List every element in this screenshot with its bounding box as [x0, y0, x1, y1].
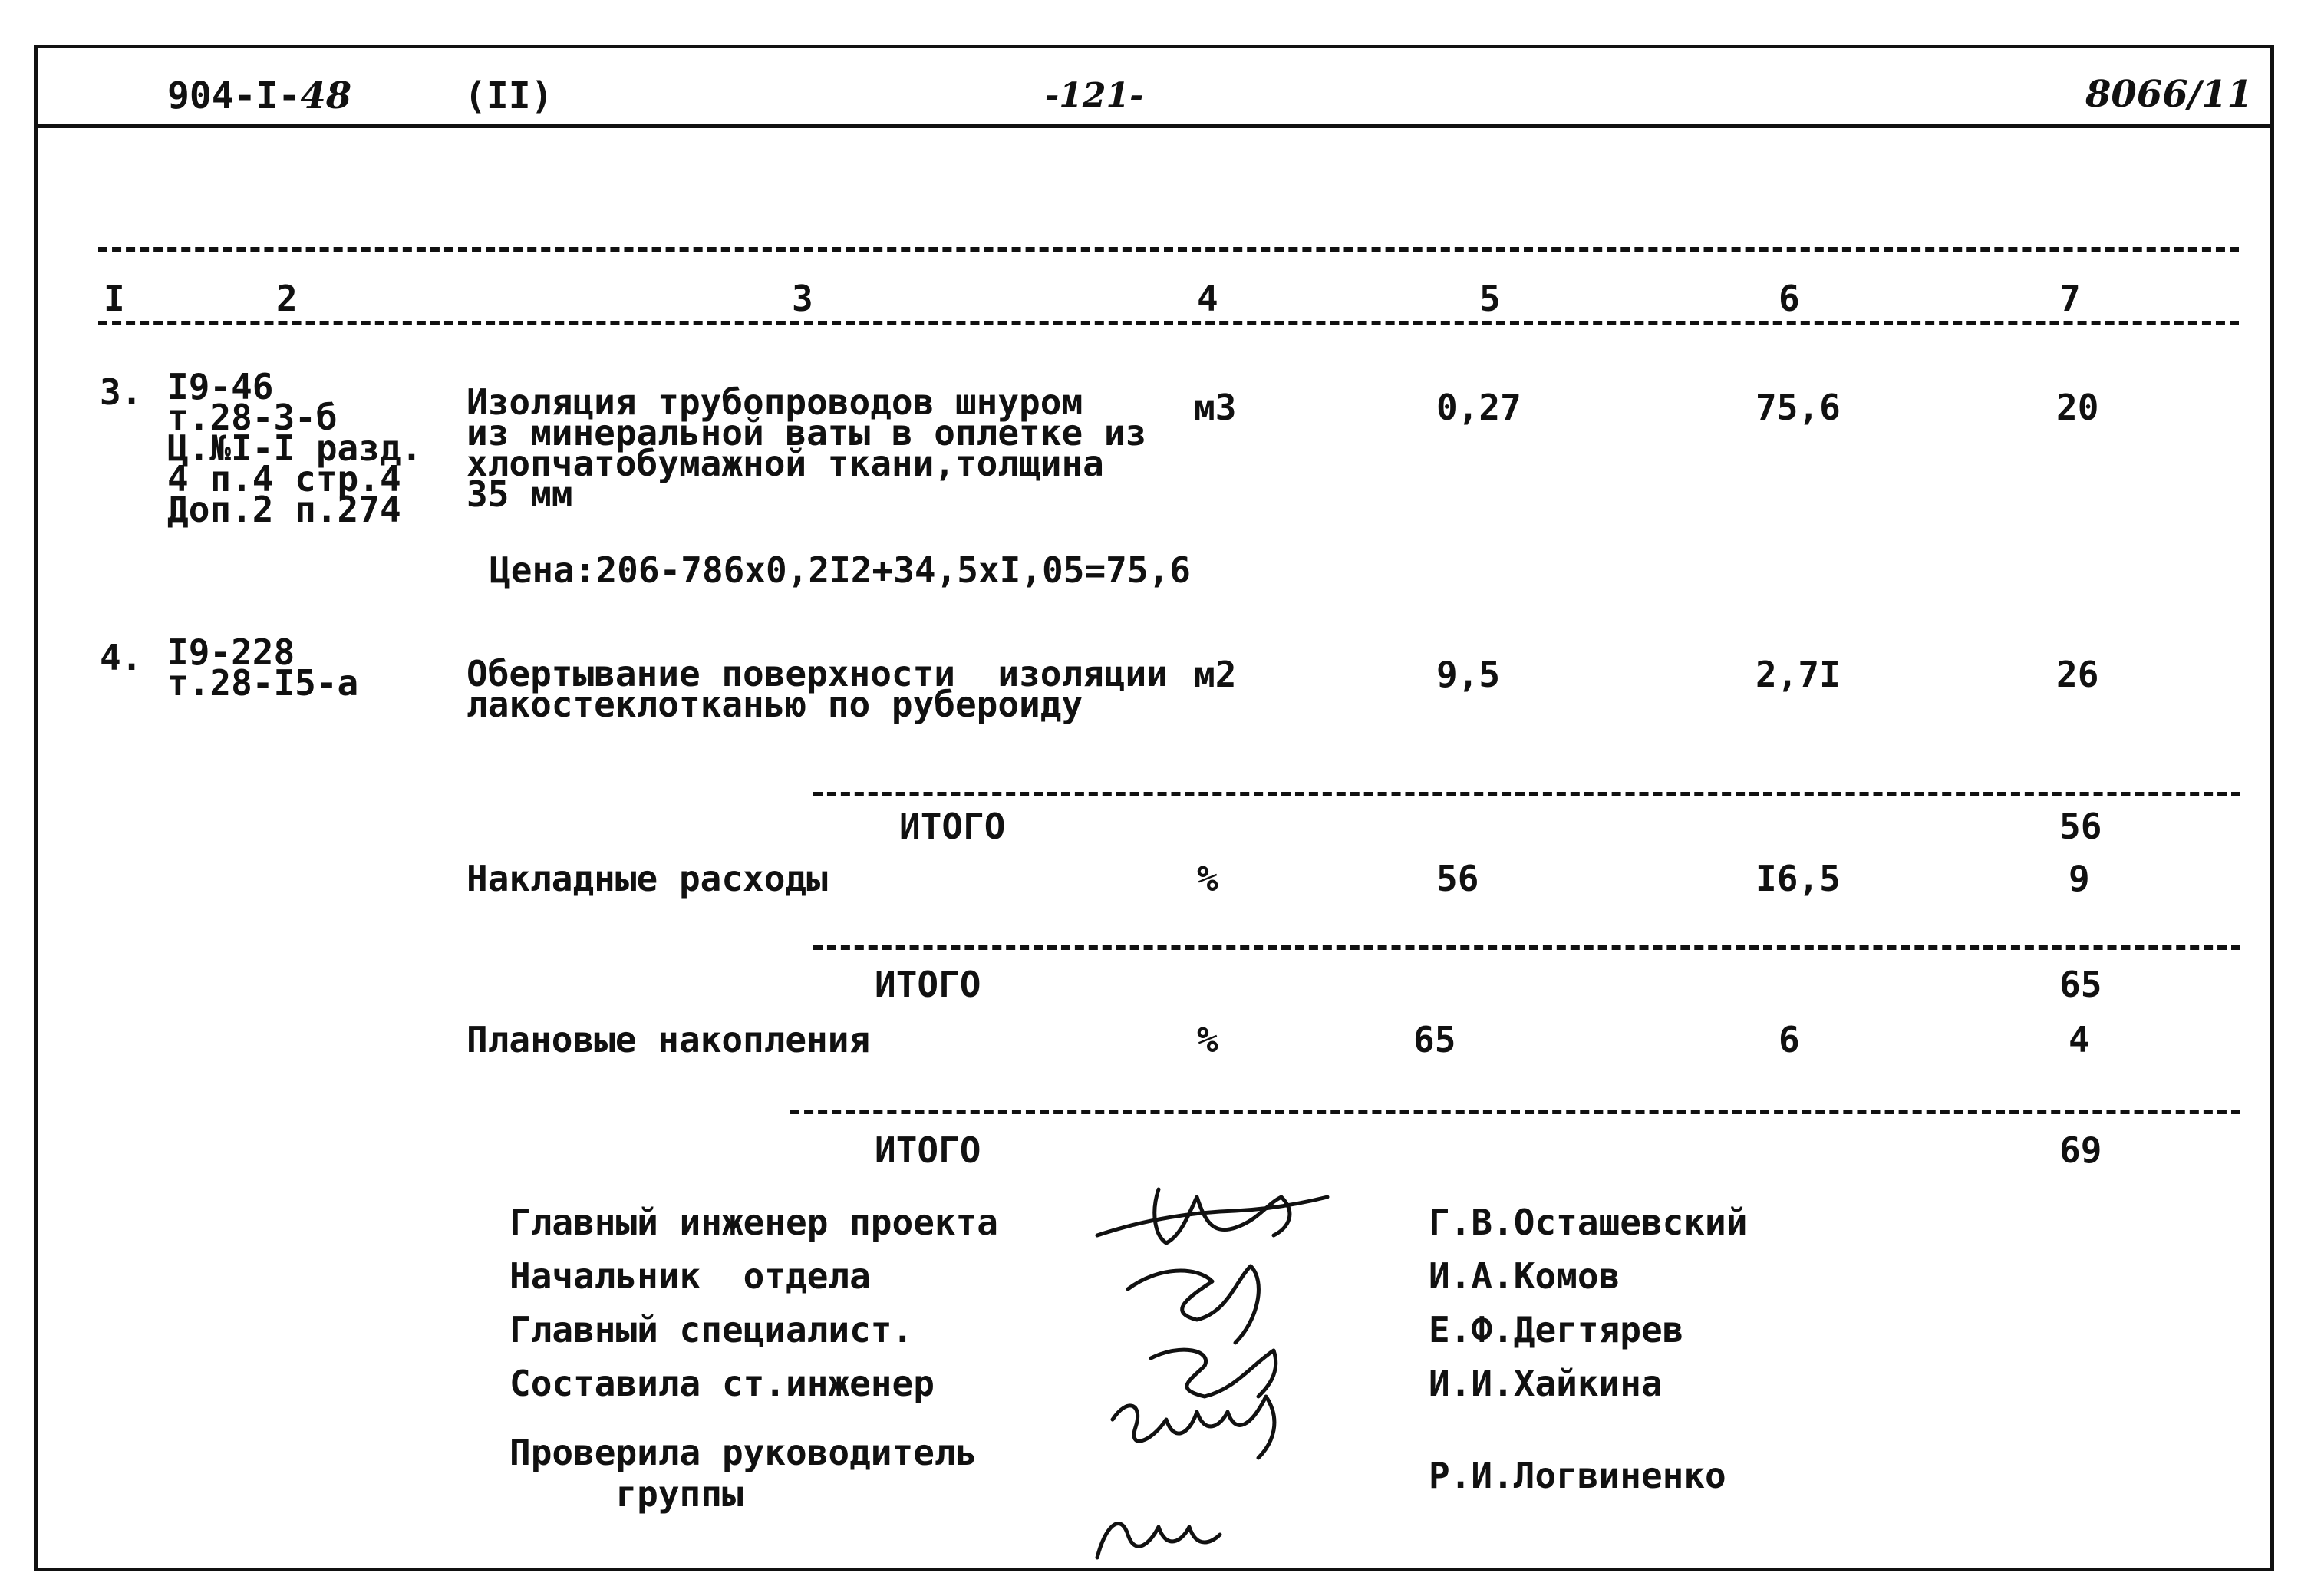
row-code: I9-228 т.28-I5-а — [167, 631, 359, 704]
column-6-header: 6 — [1779, 278, 1800, 319]
row-number: 3. — [100, 371, 143, 413]
row-description: Обертывание поверхности изоляции лакостеклотканью по рубероиду — [466, 653, 1168, 725]
row-price: 75,6 — [1756, 387, 1841, 428]
signature-role: Проверила руководитель группы — [509, 1432, 977, 1515]
row-quantity: 0,27 — [1436, 387, 1521, 428]
overhead-base: 56 — [1436, 858, 1479, 899]
column-5-header: 5 — [1479, 278, 1501, 319]
subtotal-label: ИТОГО — [875, 964, 981, 1005]
sheet-number: 8066/11 — [2085, 73, 2253, 116]
column-7-header: 7 — [2059, 278, 2081, 319]
subtotal-value: 56 — [2059, 806, 2102, 847]
signature-role: Главный инженер проекта — [509, 1202, 998, 1243]
planned-savings-label: Плановые накопления — [466, 1019, 871, 1060]
signature-role: Составила ст.инженер — [509, 1363, 935, 1404]
signature-stroke — [1113, 1396, 1274, 1458]
signature-stroke — [1097, 1197, 1327, 1235]
overhead-rate: I6,5 — [1756, 858, 1841, 899]
signature-name: И.И.Хайкина — [1429, 1363, 1663, 1404]
row-unit: м2 — [1194, 654, 1237, 695]
row-total: 20 — [2056, 387, 2099, 428]
subtotal-label: ИТОГО — [899, 806, 1006, 847]
column-1-header: I — [104, 278, 125, 319]
handwritten-signatures-image — [1082, 1166, 1358, 1596]
doc-code-typed: 904-I- — [167, 74, 301, 117]
row-unit: м3 — [1194, 387, 1237, 428]
overhead-unit: % — [1197, 858, 1218, 899]
planned-savings-rate: 6 — [1779, 1019, 1800, 1060]
grand-total-label: ИТОГО — [875, 1129, 981, 1171]
row-description: Изоляция трубопроводов шнуром из минеральной ваты в оплетке из хлопчатобумажной ткани,толщина 35 мм — [466, 381, 1147, 515]
grand-total-value: 69 — [2059, 1129, 2102, 1171]
subtotal-rule — [813, 792, 2240, 796]
planned-savings-base: 65 — [1413, 1019, 1456, 1060]
subtotal-value: 65 — [2059, 964, 2102, 1005]
total-rule — [790, 1110, 2240, 1114]
column-header-bottom-rule — [98, 321, 2239, 325]
doc-code — [167, 75, 351, 117]
signature-stroke — [1128, 1266, 1258, 1343]
signature-stroke — [1151, 1350, 1276, 1396]
signature-stroke — [1097, 1524, 1220, 1558]
page-number: -121- — [1045, 76, 1144, 115]
part-number: (II) — [464, 74, 553, 117]
row-number: 4. — [100, 637, 143, 678]
overhead-total: 9 — [2069, 858, 2090, 899]
column-3-header: 3 — [792, 278, 813, 319]
planned-savings-unit: % — [1197, 1019, 1218, 1060]
row-quantity: 9,5 — [1436, 654, 1501, 695]
header-rule — [34, 124, 2274, 128]
planned-savings-total: 4 — [2069, 1019, 2090, 1060]
row-code: I9-46 т.28-3-б Ц.№I-I разд. 4 п.4 стр.4 Доп.2 п.274 — [167, 366, 423, 530]
signature-role: Главный специалист. — [509, 1309, 914, 1350]
row-total: 26 — [2056, 654, 2099, 695]
column-2-header: 2 — [276, 278, 298, 319]
doc-code-handwritten: 48 — [300, 74, 352, 117]
column-header-top-rule — [98, 247, 2239, 252]
signature-role: Начальник отдела — [509, 1255, 871, 1297]
column-4-header: 4 — [1197, 278, 1218, 319]
signature-name: И.А.Комов — [1429, 1255, 1620, 1297]
row-price-note: Цена:206-786х0,2I2+34,5хI,05=75,6 — [490, 549, 1191, 591]
signature-name: Р.И.Логвиненко — [1429, 1455, 1726, 1496]
overhead-label: Накладные расходы — [466, 858, 828, 899]
signature-name: Е.Ф.Дегтярев — [1429, 1309, 1684, 1350]
row-price: 2,7I — [1756, 654, 1841, 695]
subtotal-rule — [813, 945, 2240, 950]
signature-name: Г.В.Осташевский — [1429, 1202, 1748, 1243]
